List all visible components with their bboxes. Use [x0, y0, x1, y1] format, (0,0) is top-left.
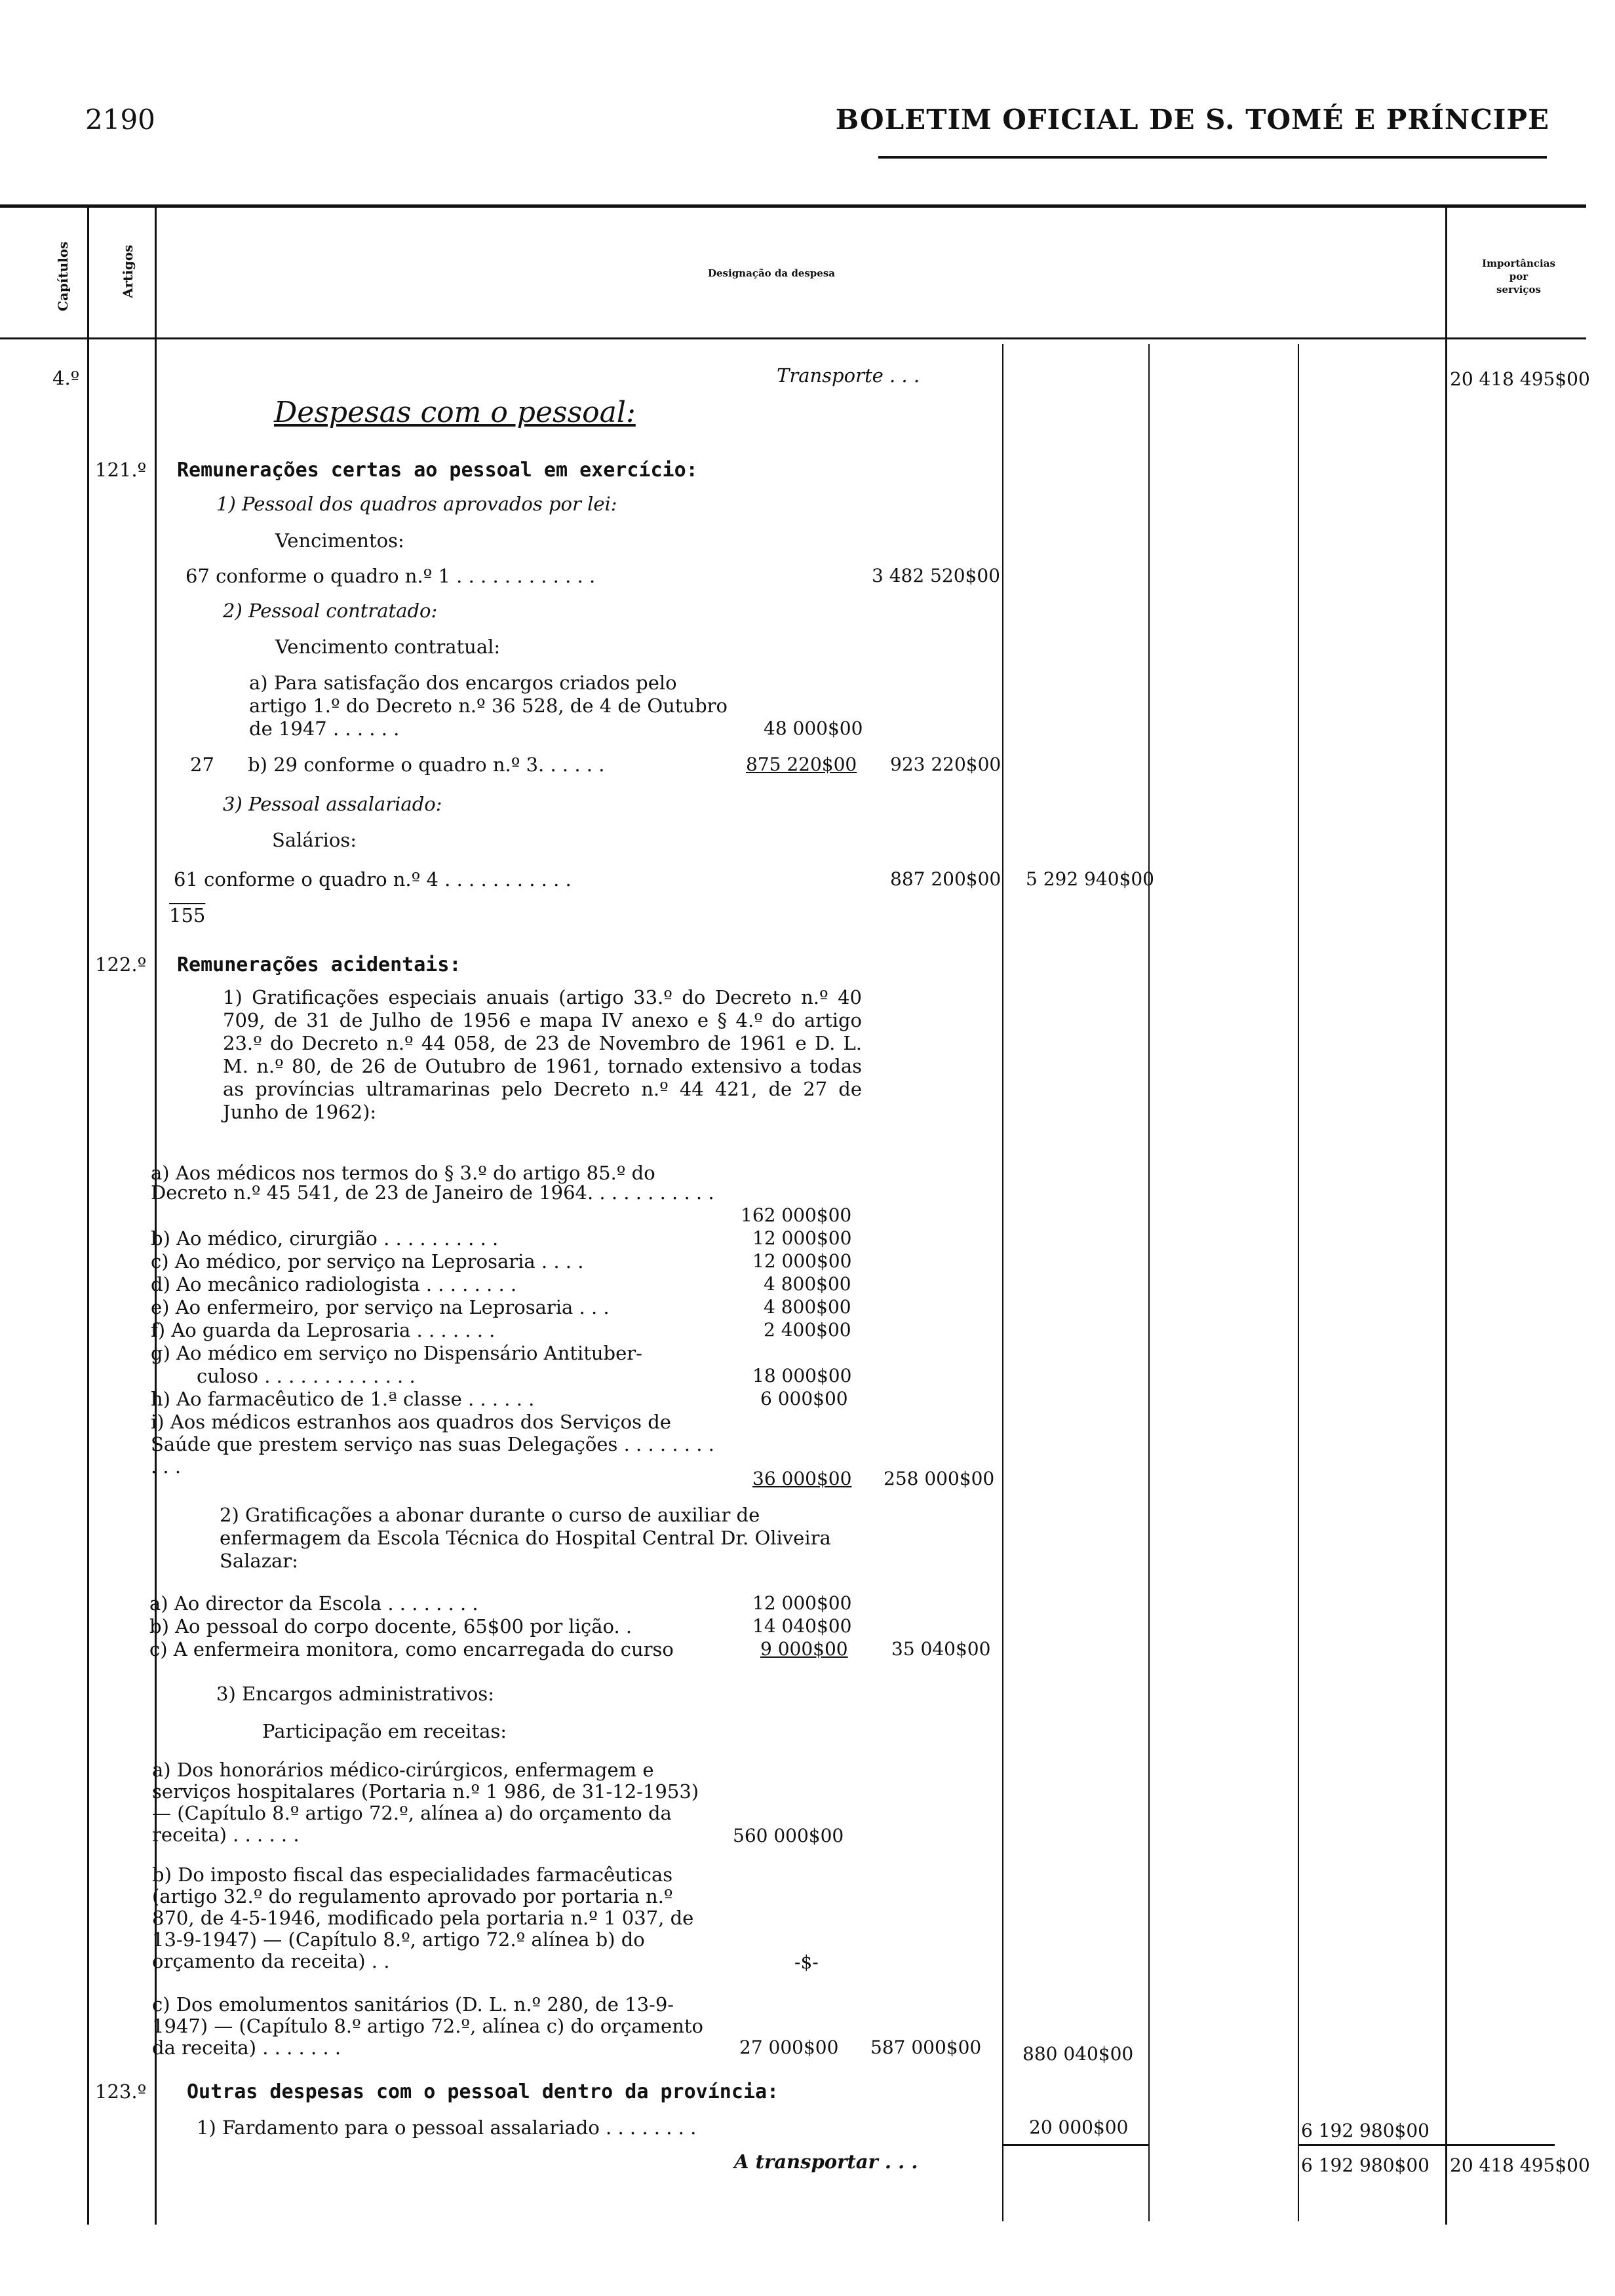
art122-g2-item-a-value: 12 000$00 [752, 1592, 852, 1614]
page-number: 2190 [85, 104, 155, 136]
header-capitulos: Capítulos [55, 241, 71, 311]
art122-a-text: a) Aos médicos nos termos do § 3.º do artigo 85.º do Decreto n.º 45 541, de 23 de Janeiro de 1964. . . . . . . . . . . [151, 1162, 714, 1204]
art122-item-b: b) Ao médico, cirurgião . . . . . . . . . . [151, 1227, 499, 1250]
art122-g-text-2: culoso . . . . . . . . . . . . . [197, 1365, 416, 1387]
header-artigos: Artigos [120, 244, 136, 298]
art122-g3-subtotal: 587 000$00 [870, 2037, 982, 2058]
art123-item1: 1) Fardamento para o pessoal assalariado . . . . . . . . [197, 2116, 697, 2139]
art122-item-b-value: 12 000$00 [752, 1227, 852, 1249]
art123-number: 123.º [95, 2080, 147, 2103]
art121-total: 5 292 940$00 [1026, 868, 1154, 890]
art122-item-f: f) Ao guarda da Leprosaria . . . . . . . [151, 1319, 496, 1341]
art122-g-text-1: g) Ao médico em serviço no Dispensário Antituber- [151, 1342, 642, 1364]
col-rule-designacao [1445, 206, 1447, 2225]
transporte-label: Transporte . . . [777, 364, 920, 387]
art121-s2: 2) Pessoal contratado: [223, 600, 438, 622]
art122-h-text: h) Ao farmacêutico de 1.ª classe . . . . . . [151, 1388, 535, 1410]
art122-i-value: 36 000$00 [752, 1468, 852, 1489]
col-rule-capitulos [87, 206, 89, 2225]
art121-s1: 1) Pessoal dos quadros aprovados por lei: [216, 493, 617, 515]
table-top-rule [0, 204, 1586, 208]
a-transportar-label: A transportar . . . [734, 2151, 918, 2173]
art122-a-value: 162 000$00 [741, 1204, 852, 1226]
subtotal-rule-2 [1299, 2144, 1555, 2146]
art122-pb-text: b) Do imposto fiscal das especialidades farmacêuticas (artigo 32.º do regulamento aprovado por portaria n.º 870, de 4-5-1946, modificado pela portaria n.º 1 037, de 13-9-1947) — (Capítulo 8.º, artigo 72.º alínea b) do orçamento da receita) . . [152, 1864, 694, 1972]
publication-title: BOLETIM OFICIAL DE S. TOMÉ E PRÍNCIPE [835, 104, 1549, 136]
final-subtotal: 6 192 980$00 [1301, 2154, 1430, 2176]
art122-g-value: 18 000$00 [752, 1365, 852, 1387]
art121-venc-contratual: Vencimento contratual: [275, 636, 501, 658]
art122-h-value: 6 000$00 [760, 1388, 848, 1409]
art122-g2-item-b: b) Ao pessoal do corpo docente, 65$00 por lição. . [149, 1615, 632, 1637]
art122-g2-item-b-value: 14 040$00 [752, 1615, 852, 1637]
art123-item1-value: 20 000$00 [1029, 2116, 1129, 2138]
capitulo-number: 4.º [52, 367, 80, 389]
art123-title: Outras despesas com o pessoal dentro da província: [187, 2080, 779, 2103]
art121-number: 121.º [95, 459, 147, 481]
art121-a-value: 48 000$00 [764, 718, 863, 739]
art121-b-value: 875 220$00 [746, 754, 857, 775]
art122-pc-value: 27 000$00 [739, 2037, 839, 2058]
col-rule-amount-2 [1148, 344, 1150, 2221]
col-rule-amount-1 [1002, 344, 1003, 2221]
art122-pa-text: a) Dos honorários médico-cirúrgicos, enfermagem e serviços hospitalares (Portaria n.º 1 986, de 31-12-1953) — (Capítulo 8.º artigo 72.º, alínea a) do orçamento da receita) . . . . . . [152, 1759, 699, 1846]
header-rule [878, 156, 1547, 159]
header-importancias [1456, 257, 1581, 296]
section-title: Despesas com o pessoal: [274, 396, 636, 429]
art121-a-text: a) Para satisfação dos encargos criados pelo artigo 1.º do Decreto n.º 36 528, de 4 de Outubro de 1947 . . . . . . [249, 672, 728, 740]
art122-item-f-value: 2 400$00 [764, 1319, 851, 1341]
art122-g2: 2) Gratificações a abonar durante o curso de auxiliar de enfermagem da Escola Técnica do Hospital Central Dr. Oliveira Salazar: [220, 1504, 831, 1572]
art122-item-c-value: 12 000$00 [752, 1250, 852, 1272]
art121-line67: 67 conforme o quadro n.º 1 . . . . . . . . . . . . [185, 565, 596, 587]
art121-value61: 887 200$00 [890, 868, 1002, 890]
art122-g2-item-c: c) A enfermeira monitora, como encarregada do curso [149, 1638, 674, 1660]
art122-pa-value: 560 000$00 [733, 1825, 844, 1846]
art121-line27: 27 [190, 754, 214, 776]
table-header-rule [0, 337, 1586, 339]
art121-value67: 3 482 520$00 [872, 565, 1000, 586]
transporte-value: 20 418 495$00 [1450, 368, 1590, 390]
art121-b-text: b) 29 conforme o quadro n.º 3. . . . . . [248, 754, 605, 776]
art122-item-d: d) Ao mecânico radiologista . . . . . . . . [151, 1273, 517, 1295]
art122-pc-text: c) Dos emolumentos sanitários (D. L. n.º 280, de 13-9-1947) — (Capítulo 8.º artigo 72.º, alínea c) do orçamento da receita) . . . . . . . [152, 1993, 704, 2059]
art122-total: 880 040$00 [1022, 2043, 1134, 2065]
art122-participacao: Participação em receitas: [262, 1720, 507, 1742]
art123-total: 6 192 980$00 [1301, 2120, 1430, 2141]
art122-title: Remunerações acidentais: [177, 953, 461, 976]
art122-i-text: i) Aos médicos estranhos aos quadros dos Serviços de Saúde que prestem serviço nas suas Delegações . . . . . . . . . . . [151, 1411, 714, 1478]
art122-g2-subtotal: 35 040$00 [891, 1638, 991, 1660]
art121-vencimentos: Vencimentos: [275, 529, 404, 552]
art121-salarios: Salários: [272, 829, 357, 851]
header-importancias-1: Importâncias [1482, 258, 1555, 269]
art121-s3: 3) Pessoal assalariado: [223, 793, 442, 815]
header-importancias-2: por [1509, 271, 1528, 282]
art122-g1-subtotal: 258 000$00 [884, 1468, 995, 1489]
art122-item-c: c) Ao médico, por serviço na Leprosaria . . . . [151, 1250, 584, 1272]
header-designacao: Designação da despesa [708, 267, 835, 279]
art122-g2-item-c-value: 9 000$00 [760, 1638, 848, 1660]
art122-g2-item-a: a) Ao director da Escola . . . . . . . . [149, 1592, 478, 1615]
art122-item-e: e) Ao enfermeiro, por serviço na Leprosaria . . . [151, 1296, 610, 1318]
art122-number: 122.º [95, 953, 147, 976]
art121-count: 155 [169, 904, 206, 927]
art122-item-e-value: 4 800$00 [764, 1296, 851, 1318]
final-total: 20 418 495$00 [1450, 2154, 1590, 2176]
art122-g1: 1) Gratificações especiais anuais (artigo 33.º do Decreto n.º 40 709, de 31 de Julho de 1956 e mapa IV anexo e § 4.º do artigo 23.º do Decreto n.º 44 058, de 23 de Novembro de 1961 e D. L. M. n.º 80, de 26 de Outubro de 1961, tornado extensivo a todas as províncias ultramarinas pelo Decreto n.º 44 421, de 27 de Junho de 1962): [223, 986, 862, 1123]
art121-s2-subtotal: 923 220$00 [890, 754, 1002, 775]
art121-title: Remunerações certas ao pessoal em exercício: [177, 459, 698, 482]
subtotal-rule-1 [1003, 2144, 1148, 2146]
col-rule-amount-3 [1298, 344, 1299, 2221]
art122-item-d-value: 4 800$00 [764, 1273, 851, 1295]
header-importancias-3: serviços [1496, 284, 1541, 296]
art122-g3: 3) Encargos administrativos: [216, 1683, 495, 1705]
art122-pb-value: -$- [794, 1951, 819, 1973]
art121-line61: 61 conforme o quadro n.º 4 . . . . . . . . . . . [174, 868, 572, 890]
